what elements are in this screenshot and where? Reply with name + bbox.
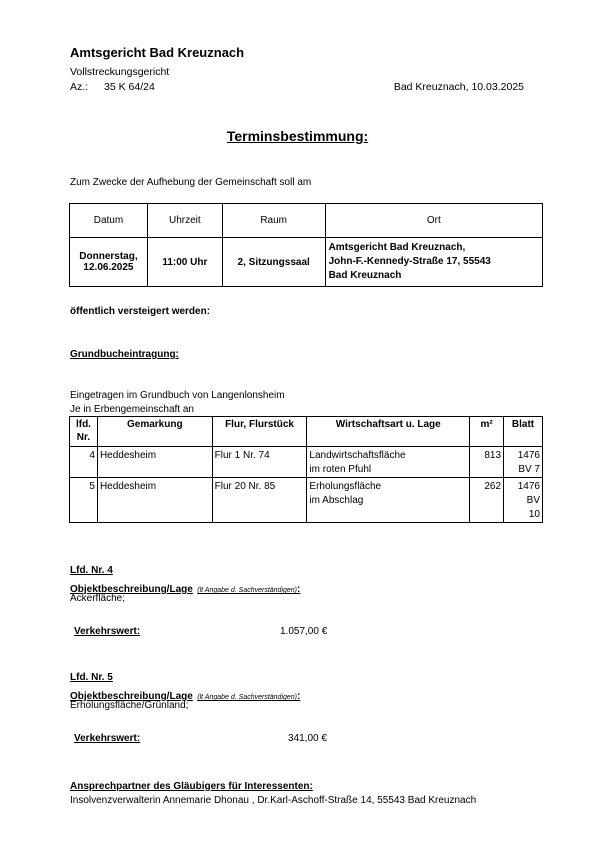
header-flur: Flur, Flurstück bbox=[212, 417, 307, 447]
appointment-date bbox=[70, 238, 148, 287]
court-name: Amtsgericht Bad Kreuznach bbox=[70, 45, 245, 60]
object-5-heading-note: (lt Angabe d. Sachverständigen) bbox=[197, 694, 298, 701]
row-wirtschaftsart bbox=[307, 447, 470, 478]
auction-text: öffentlich versteigert werden: bbox=[70, 306, 211, 317]
appointment-header-row bbox=[70, 204, 543, 238]
wirtschaftsart-line-1: Landwirtschaftsfläche bbox=[309, 450, 406, 461]
row-blatt bbox=[504, 447, 543, 478]
object-4-heading-label: Objektbeschreibung/Lage bbox=[70, 584, 193, 595]
object-5-value: 341,00 € bbox=[288, 733, 327, 744]
appointment-date-value: 12.06.2025 bbox=[83, 262, 134, 273]
row-lfd: 4 bbox=[70, 447, 98, 478]
grundbuch-heading: Grundbucheintragung: bbox=[70, 349, 179, 360]
appointment-room: 2, Sitzungssaal bbox=[222, 238, 325, 287]
table-row bbox=[70, 447, 543, 478]
wirtschaftsart-line-1: Erholungsfläche bbox=[309, 481, 382, 492]
header-uhrzeit: Uhrzeit bbox=[147, 204, 222, 238]
row-m2: 262 bbox=[470, 478, 504, 523]
object-5-lfd: Lfd. Nr. 5 bbox=[70, 672, 113, 683]
grundbuch-line-2: Je in Erbengemeinschaft an bbox=[70, 404, 194, 415]
place-line-2: John-F.-Kennedy-Straße 17, 55543 bbox=[328, 256, 491, 267]
header-lfd-line-1: lfd. bbox=[75, 419, 91, 430]
object-5-heading-colon: : bbox=[297, 691, 301, 702]
row-gemarkung: Heddesheim bbox=[97, 478, 212, 523]
header-blatt: Blatt bbox=[504, 417, 543, 447]
contact-text: Insolvenzverwalterin Annemarie Dhonau , Dr.Karl-Aschoff-Straße 14, 55543 Bad Kreuznach bbox=[70, 795, 477, 806]
document-title: Terminsbestimmung: bbox=[226, 128, 369, 144]
contact-heading: Ansprechpartner des Gläubigers für Interessenten: bbox=[70, 781, 313, 792]
row-lfd: 5 bbox=[70, 478, 98, 523]
header-wirtschaftsart: Wirtschaftsart u. Lage bbox=[307, 417, 470, 447]
row-m2: 813 bbox=[470, 447, 504, 478]
table-row bbox=[70, 478, 543, 523]
place-line-3: Bad Kreuznach bbox=[328, 270, 402, 281]
object-5-value-label: Verkehrswert: bbox=[74, 733, 141, 744]
object-4-lfd: Lfd. Nr. 4 bbox=[70, 565, 113, 576]
header-lfd-line-2: Nr. bbox=[76, 432, 91, 443]
header-m2: m² bbox=[470, 417, 504, 447]
place-line-1: Amtsgericht Bad Kreuznach, bbox=[328, 242, 466, 253]
header-datum: Datum bbox=[70, 204, 148, 238]
object-5-description: Erholungsfläche/Grünland; bbox=[70, 700, 189, 711]
blatt-line-1: 1476 bbox=[517, 450, 540, 461]
case-number: 35 K 64/24 bbox=[104, 81, 155, 93]
wirtschaftsart-line-2: im Abschlag bbox=[309, 495, 364, 506]
header-ort: Ort bbox=[325, 204, 542, 238]
object-4-description: Ackerfläche; bbox=[70, 593, 126, 604]
property-header-row bbox=[70, 417, 543, 447]
object-4-value-label: Verkehrswert: bbox=[74, 626, 141, 637]
blatt-line-2: BV 7 bbox=[518, 464, 540, 475]
intro-text: Zum Zwecke der Aufhebung der Gemeinschaft soll am bbox=[70, 177, 312, 188]
object-4-heading-colon: : bbox=[297, 584, 301, 595]
grundbuch-line-1: Eingetragen im Grundbuch von Langenlonsheim bbox=[70, 390, 285, 401]
blatt-line-2: BV bbox=[526, 495, 540, 506]
header-gemarkung: Gemarkung bbox=[97, 417, 212, 447]
row-wirtschaftsart bbox=[307, 478, 470, 523]
row-flur: Flur 20 Nr. 85 bbox=[212, 478, 307, 523]
appointment-table bbox=[69, 203, 543, 287]
place-date: Bad Kreuznach, 10.03.2025 bbox=[393, 81, 524, 93]
court-department: Vollstreckungsgericht bbox=[70, 66, 170, 78]
appointment-date-weekday: Donnerstag, bbox=[79, 251, 138, 262]
object-4-heading-note: (lt Angabe d. Sachverständigen) bbox=[197, 587, 298, 594]
object-4-value: 1.057,00 € bbox=[280, 626, 328, 637]
header-lfd bbox=[70, 417, 98, 447]
property-table bbox=[69, 416, 543, 523]
appointment-time: 11:00 Uhr bbox=[147, 238, 222, 287]
blatt-line-3: 10 bbox=[528, 509, 540, 520]
appointment-row bbox=[70, 238, 543, 287]
appointment-place bbox=[325, 238, 542, 287]
blatt-line-1: 1476 bbox=[517, 481, 540, 492]
row-blatt bbox=[504, 478, 543, 523]
row-gemarkung: Heddesheim bbox=[97, 447, 212, 478]
row-flur: Flur 1 Nr. 74 bbox=[212, 447, 307, 478]
header-raum: Raum bbox=[222, 204, 325, 238]
wirtschaftsart-line-2: im roten Pfuhl bbox=[309, 464, 372, 475]
object-5-heading-label: Objektbeschreibung/Lage bbox=[70, 691, 193, 702]
case-number-label: Az.: bbox=[70, 81, 89, 93]
